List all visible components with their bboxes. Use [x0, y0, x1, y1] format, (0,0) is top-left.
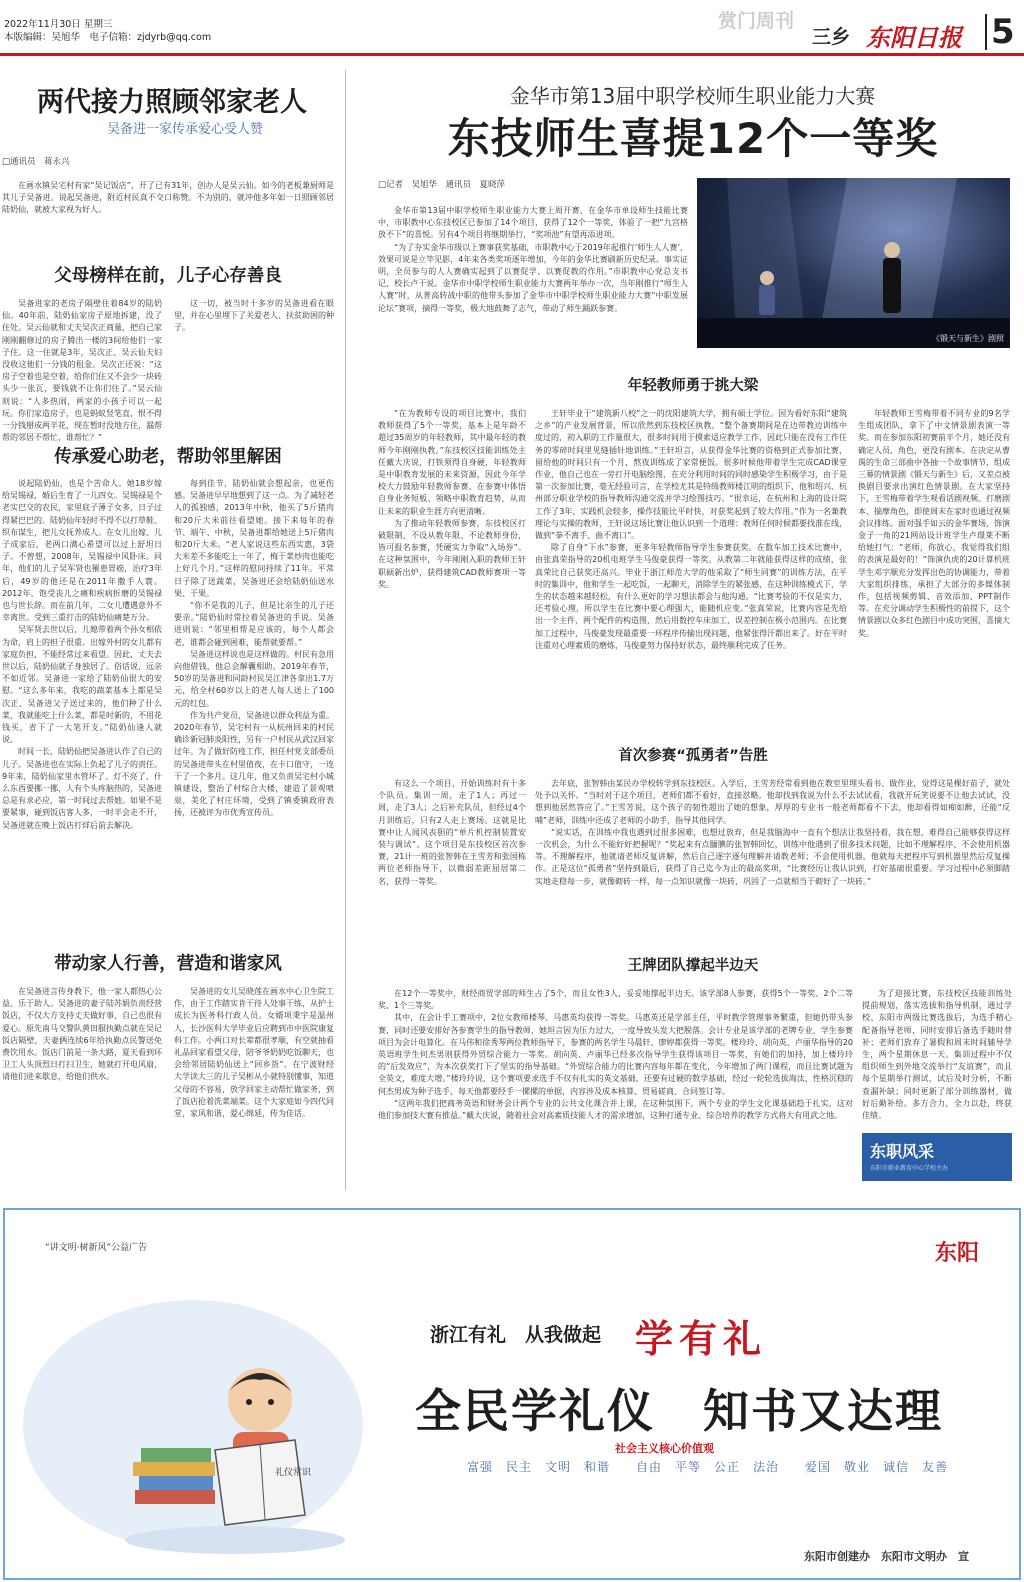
right-s3-cols [378, 988, 853, 1183]
left-sec2-p7: 作为共产党员，吴备进以群众利益为重。2020年春节，吴宅村有一从杭州回来的村民确诊新冠肺炎阳性，另有一户村民从武汉回家过年。为了做好防疫工作，担任村党支部委员的吴备进带头在村里值夜，在卡口值守，一连干了一个多月。这几年，他又负责吴宅村小城镇建设，整治了村综合大楼，建造了景观喷泉，美化了村庄环境，受到了镇委镇政府表扬，还被评为市优秀宣传员。 [174, 710, 334, 818]
ad-seal-logo: 东阳 [934, 1240, 979, 1266]
left-subhead-2: 传承爱心助老，帮助邻里解困 [54, 447, 282, 467]
right-kicker: 金华市第13届中职学校师生职业能力大赛 [509, 84, 876, 108]
culture-column-badge [862, 1133, 1012, 1181]
right-s1-col2 [535, 408, 847, 720]
right-s2-p1: 有这么一个项目，开始训练时有十多个队员。集训一周，走了1人；再过一周，走了3人；之后补充队员，但经过4个月训练后，只有2人走上赛场。这就是比赛中让人闻风丧胆的“单片机控制装置安装与调试”。这个项目是东技校区首次参赛，21计一班的张智韩在王雪芳和张国栋两位老师指导下，以微弱差距屈居第二名，获得一等奖。 [378, 779, 526, 886]
header-date-block [4, 18, 211, 44]
book-text: 礼仪常识 [275, 1468, 312, 1478]
left-sec2-p4: 每到佳节，陆奶仙就会想起亲，也更伤感。吴备进早早地想到了这一点。为了减轻老人的孤独感，2013年中秋，他买了5斤猪肉和20斤大米前往看望她。接下来每年的春节、端午、中秋，吴备进都给她送上5斤猪肉和20斤大米。“老人家说这些东西实惠，3袋大米差不多能吃上一年了，梅干菜炒肉也能吃上好几个月。”这样的慰问持续了11年。平常日子除了送蔬菜，吴备进还会给陆奶仙送水果、干果。 [174, 479, 334, 598]
left-sec2-p5: “你不是我的儿子，但是比亲生的儿子还要亲。”陆奶仙时常拉着吴备进的手说。吴备进则说：“邻里相帮是应该的，每个人都会老，谁都会碰到困难，能帮就要帮。” [174, 601, 334, 647]
left-sec2-col2 [174, 478, 334, 940]
ad-values-title: 社会主义核心价值观 [615, 1442, 714, 1455]
left-article-subtitle: 吴备进一家传承爱心受人赞 [106, 122, 263, 137]
weekly-brand: 赏门周刊 [718, 10, 795, 32]
left-sec3-col2 [174, 986, 334, 1182]
ad-footer: 东阳市创建办 东阳市文明办 宣 [804, 1550, 969, 1563]
public-service-ad [3, 1208, 1021, 1580]
left-sec3-p1: 在吴备进言传身教下，他一家人都热心公益、乐于助人。吴备进的妻子陆苏娟负责经营饭店，不仅大方支持丈夫做好事，自己也很有爱心。原先南马交警队黄田服执勤点就在吴记饭店隔壁，夫妻俩连续6年给执勤点民警送免费饮用水。饭店门前是一条大路，夏天看到环卫工人头顶烈日打扫卫生，她就打开电风扇，请他们进来歇息，给他们供水。 [2, 987, 162, 1082]
left-subhead-3: 带动家人行善，营造和谐家风 [54, 954, 282, 974]
right-intro-p2: “为了夯实金华市级以上赛事获奖基础，市职教中心于2019年起推行‘师生人人赛’，效果可说是立竿见影，4年来各类奖项逐年增加，今年的金华比赛刷新历史纪录。事实证明，全员参与的人人赛确实起到了以赛促学、以赛促教的作用。”市职教中心党总支书记、校长卢干说。金华市中职学校师生职业能力大赛两年举办一次，当年刚推行“师生人人赛”时，从普高转战中职的他带头参加了金华市中职学校师生职业能力大赛“中职发展论坛”赛项，摘得一等奖，极大地鼓舞了志气，带动了师生踊跃参赛。 [378, 242, 688, 313]
left-byline: □通讯员 蒋永兴 [2, 157, 70, 167]
right-subhead-2: 首次参赛“孤勇者”告胜 [618, 748, 768, 764]
left-sec1-col2 [174, 298, 334, 420]
right-s1-p2: 为了推动年轻教师参赛，东技校区打破限制，不设从教年限、不论教师身份，皆可报名参赛，凭硬实力争取“入场券”。在这种氛围中，今年刚刚入职的教师王轩职硕新出炉，获得建筑CAD教师赛项一等奖。 [378, 518, 526, 589]
page-number: 5 [985, 14, 1015, 50]
column-divider [345, 70, 346, 1190]
left-sec3-col1 [2, 986, 162, 1182]
culture-badge-sub: 东阳市职业教育中心学校主办 [870, 1165, 949, 1172]
left-sec2-p1: 说起陆奶仙，也是个苦命人。她18岁嫁给吴锡禄，婚后生育了一儿四女。吴锡禄是个老实巴交的农民，家里底子薄子女多，日子过得紧巴巴的。陆奶仙年轻时不得不以打草鞋、织布谋生，把儿女抚养成人。在女儿出嫁、儿子成家后，老两口满心希望可以过上舒坦日子。不曾想，2008年，吴锡禄中风卧床。同年，他们的儿子吴军贤也罹患胃癌，治疗3年后，49岁的他还是在2011年撒手人寰。2012年，饱受丧儿之痛和疾病折磨的吴锡禄也与世长辞。而在前几年，二女儿遭遇意外不幸离世。受到三重打击的陆奶仙痛楚万分。 [2, 479, 162, 623]
left-sec2-p2: 吴军贤去世以后，儿媳带着两个孙女相依为命，肩上的担子很重。出嫁外村的女儿都有家庭负担，不能经常过来看望。因此，丈夫去世以后，陆奶仙就子身独居了。俗话说，远亲不如近邻。吴备进一家给了陆奶仙很大的安慰。“这么多年来，我吃的蔬菜基本上都是吴次正、吴备进父子送过来的，他们种了什么菜，我就能吃上什么菜，都是时新的，不用花钱买，省下了一大笔开支。”陆奶仙逢人就说。 [2, 625, 162, 745]
section-name: 三乡 [812, 26, 851, 48]
right-intro-p1: 金华市第13届中职学校师生职业能力大赛上周开赛，在金华市单设师生技能比赛中，市职教中心东技校区已参加了14个项目，获得了12个一等奖，体验了一把“九宫格放不下”的喜悦。另有4个项目将继期举行，“奖项池”有望再添进项。 [378, 206, 688, 240]
left-article-title: 两代接力照顾邻家老人 [37, 87, 307, 118]
left-sec1-col1 [2, 298, 162, 443]
left-sec1-end: 这一切，被当时十多岁的吴备进看在眼里，并在心里埋下了关爱老人、扶贫助困的种子。 [174, 299, 334, 333]
left-intro-text: 在画水镇吴宅村有家“吴记饭店”，开了已有31年，创办人是吴云仙。如今的老板兼厨师是其儿子吴备进。说起吴备进，附近村民真不交口称赞。不为别的，就冲他多年如一日照顾邻居陆奶仙，就被大家视为好人。 [2, 181, 334, 215]
ad-values-list: 富强 民主 文明 和谐 自由 平等 公正 法治 爱国 敬业 诚信 友善 [467, 1460, 949, 1474]
ad-tag: “讲文明·树新风”公益广告 [45, 1243, 148, 1253]
ad-slogan: 浙江有礼 从我做起 [430, 1324, 602, 1346]
right-s2-col2 [535, 778, 1010, 938]
ad-main-headline: 全民学礼仪 知书又达理 [415, 1384, 943, 1438]
right-s2-p2: 去年底，张智韩由某民办学校转学到东技校区。入学后，王雪芳经常看到他在教室里埋头看书、做作业，觉得这是棵好苗子，就处处予以关怀。“当时对于这个项目，老师们都不看好，直接怼略。他却找到我说为什么不去试试看，我就开玩笑说要不让他去试试，没想到他居然答应了。”王雪芳说，这个孩子的韧性超出了她的想象，厚厚的专业书一般老师都看不下去，他却看得如痴如醉，还能“反哺”老师，训练中还成了老师的小助手，指导其他同学。 [535, 779, 1010, 825]
left-sec3-p2: 吴备进的女儿吴晓莲在画水中心卫生院工作，由于工作踏实肯干待人处事干练，从护士成长为医务科行政人员。女婿项秉宇是温州人，长沙医科大学毕业后应聘到市中医院康复科工作。小两口对长辈都很孝顺，有空就抽看礼品回家看望父母，陪爷爷奶奶吃饭聊天，也会给邻居陆奶仙送上“回乡货”。在宁波财经大学读大三的儿子吴彬从小就特别懂事，知道父母的不容易，放学回家主动帮忙做家务，到了饭店抢着洗菜端菜。这个大家庭如今四代同堂，家风和谐，爱心绵延，传为佳话。 [174, 987, 334, 1119]
page-header [0, 0, 1024, 56]
right-s1-p4: 除了自身“下水”参赛，更多年轻教师指导学生参赛获奖。在数车加工技术比赛中，由张真荣指导的20机电班学生马俊豪获得一等奖。从教第二年就能获得这样的成绩，张真荣比自己获奖还高兴。毕业于浙江师范大学的他采取了“师生同赛”的训练方法，在平时的集训中，他和学生一起吃饭，一起聊天，消除学生的紧张感，在这种训练模式下，学生的状态越来越轻松，有什么更好的学习想法都会与他沟通。“比赛考验的不仅是实力，还考验心理，所以学生在比赛中要心理强大，能随机应变。”张真荣说，比赛内容是先给出一个主件，两个配件的构造图，然后用数控车床加工，误差控制在极小范围内。在比赛加工过程中，马俊豪发现最重要一环程序传输出现问题，他紧张得汗都出来了。好在平时注重对心理素质的磨炼，马俊豪努力保持好状态，最终顺利完成了任务。 [535, 543, 847, 650]
right-s3-col4 [862, 988, 1012, 1128]
right-article-title: 东技师生喜提12个一等奖 [447, 114, 939, 163]
right-s2-p3: “说实话，在训练中我也遇到过很多困难，也想过放弃，但是我脑海中一直有个想法让我坚持着，我在想，难得自己能够获得这样一次机会，为什么不能好好把握呢？”奖起来有点腼腆的张智韩回忆，训练中他遇到了很多技术问题，比如不理解程序、不会使用机器等。不理解程序，他就请老师反复讲解，然后自己逐字逐句理解并请教老师；不会使用机器，他就每天把程序写到机器里然后反复操作。正是这位“孤勇者”坚持到最后，获得了自己迄今为止的最高奖项，“比赛经历让我认识到，打好基础很重要。学习过程中必须脚踏实地走稳每一步，就像砌砖一样，每一点知识就像一块砖，巩固了一点就相当于砌好了一块砖。” [535, 827, 1010, 886]
right-s1-col1 [378, 408, 526, 720]
left-sec2-p3: 时间一长，陆奶仙把吴备进认作了自己的儿子。吴备进也在实际上负起了儿子的责任。9年来，陆奶仙家里水管坏了、灯不亮了、什么东西要挪一挪，人有个头疼脑热的，吴备进总是有求必应，第一时间过去帮她。如果不是要紧事，碰到饭店客人多，一时半会走不开，吴备进就在晚上饭店打烊后前去解决。 [2, 747, 162, 830]
header-date: 2022年11月30日 星期三 [4, 19, 113, 30]
left-subhead-1: 父母榜样在前，儿子心存善良 [54, 266, 282, 286]
right-s1-p3: 王轩毕业于“建筑新八校”之一的沈阳建筑大学，拥有硕士学位。因为看好东阳“建筑之乡”的产业发展背景，所以欣然到东技校区执教，“整个备赛期间是在边带教边训练中度过的，初入职的工作量很大，很多时间用于摸索适应教学工作，因此只能在没有工作任务的零碎时间里见缝插针地训练。”王轩坦言，从获得金华比赛的资格到正式参加比赛，留给他的时间只有一个月，熬夜训练成了家常便饭。很多时候他带着学生完成CAD课堂作业，他自己也在一旁打开电脑绘图，在充分利用时间的同时感染学生积极学习，由于是第一次参加比赛，毫无经验可言，在学校尤其是特级教师楼江明的组织下，他和绍兴、杭州部分职业学校的指导教师沟通交流并学习绘图技巧。“很幸运，在杭州和上海的设计院工作了3年，实践机会较多，操作技能比平时快，对获奖起到了较大作用。”作为一名兼教理论与实操的教师，王轩说这场比赛让他认识到一个道理：教师任何时候都要找准在线，做到“拳不离手、曲不离口”。 [535, 409, 847, 541]
left-sec1-text: 吴备进家的老房子隔壁住着84岁的陆奶仙。40年前，陆奶仙家房子原地拆建，没了住处。吴云仙就和丈夫吴次正商量，把自己家刚刚翻修过的房子腾出一楼的3间给他们一家子住。这一住就是3年，吴次正、吴云仙夫妇没收这他们一分钱的租金。吴次正还说：“这房子空着也是空着，给你们住又不会少一块砖头少一张瓦，要钱就不让你们住了。”吴云仙则说：“人多热闹，两家的小孩子可以一起玩。你们家造房子，也是蚂蚁竖笔直，恨不得一分钱掰成两半花，现在暂时没地方住，漏帮帮的邻居不帮忙，谁帮忙？” [2, 299, 162, 443]
paper-logo: 东阳日报 [866, 23, 962, 52]
right-intro [378, 205, 688, 355]
stage-photo [697, 178, 1010, 348]
right-subhead-3: 王牌团队撑起半边天 [627, 958, 759, 974]
right-s3-p2: 其中，在会计手工赛项中，2位女教师楼琴、马惠英均获得一等奖。马惠英还是学部主任，平时教学管理事务繁重，但她仍带头参赛，同时还要安排好各参赛学生的指导教师，她坦言因为压力过大，一度导致头发大把脱落。会计专业是该学部的老牌专业，学生参赛项目为会计电算化。在马伟和徐秀琴两位教师指导下，参赛的两名学生马晨轩、廖婷都获得一等奖。楼玲玲、胡向英、卢丽华指导的20英语班学生何杰男则获得外贸综合能力一等奖。胡向英、卢丽华已经多次指导学生获得该项目一等奖，有她们的加持，加上楼玲玲的“后发效应”，为本次获奖打下了坚实的指导基础。“外贸综合能力的比赛内容每年都在变化，今年增加了两门课程，而且比赛试题为全英文，难度大增。”楼玲玲说，这个赛项要求选手不仅有扎实的英文基础，还要有过硬的数学基础，经过一轮轮选拔淘汰，性格沉稳的何杰男成为种子选手，每天他都要经手一摞摞的单据，内容涉及成本核算、贸易磋商、合同签订等。 [378, 1013, 853, 1096]
right-s2-col1 [378, 778, 526, 938]
left-intro [2, 180, 334, 230]
right-s3-p4: 为了迎接比赛，东技校区技能训练处提前规划，落实选拔和指导机制，通过学校、东阳市两级比赛选拔后，为选手精心配备指导老师，同时安排后备选手随时替补；老师们放弃了暑假和周末时间辅导学生，两个星期休息一天。集训过程中不仅组织师生到外地交流举行“友谊赛”，而且每个星期举行测试，试后及时分析，不断查漏补缺；同时更新了部分训练器材，做好后勤补给。多方合力，全力以赴，终获佳绩。 [862, 989, 1012, 1121]
left-sec2-p6: 吴备进这样说也是这样做的。村民有急用向他借钱，他总会解囊相助。2019年春节，50岁的吴备进和同龄村民吴江津各拿出1.7万元，给全村60岁以上的老人每人送上了100元的红包。 [174, 649, 334, 708]
right-subhead-1: 年轻教师勇于挑大梁 [627, 378, 759, 394]
right-s3-p3: “这两年我们把商务英语和财务会计两个专业的公共文化课合并上课，在这种氛围下，两个专业的学生文化课基础趋于扎实，这对他们参加技大赛有推益。”戴大庆说，随着社会对高素质技能人才的需求增加，这种打通专业、综合培养的教学方式将大有用武之地。 [378, 1098, 853, 1121]
photo-caption: 《锻天与新生》剧照 [932, 334, 1004, 343]
ad-art-title: 学有礼 [635, 1316, 768, 1361]
stage-photo-art [697, 178, 1010, 348]
right-s1-p1: “在为教师专设的项目比赛中，我们教师获得了5个一等奖，基本上是年龄不超过35周岁的年轻教师，其中最年轻的教师今年刚刚执教。”东技校区技能训练处主任戴大庆说，打铁须得自身硬，年轻教师是中职教育发展的未来资源，因此今年学校大力鼓励年轻教师参赛，在参赛中体悟自身业务短板、领略中职教育趋势，从而让未来的职业生涯方向更清晰。 [378, 409, 526, 516]
right-s1-col4 [858, 408, 1010, 720]
header-editor: 本版编辑：吴旭华 电子信箱：zjdyrb@qq.com [4, 32, 212, 43]
boy-reading-illustration [115, 1340, 355, 1560]
culture-badge-title: 东职风采 [870, 1142, 935, 1161]
right-byline: □记者 吴旭华 通讯员 夏晓萍 [378, 180, 506, 190]
right-s1-p5: 年轻教师王雪梅带着不同专业的9名学生组成团队，拿下了中文情景剧表演一等奖。而在参加东阳初赛前半个月，她还没有确定人员、角色，更没有剧本。在决定从曹禺的生命三部曲中各抽一个故事情节，组成三幕的情景剧《锻天与新生》后，又差点被换剧目要求出演红色情景剧。在大家坚持下，王雪梅带着学生观看话剧视频、打磨剧本、揣摩角色，即使周末在家时也通过视频会议排练。面对强手如云的金华赛场，饰演金子一角的21网站设计班学生卢璟莱不断给她打气：“老师，你放心，我觉得我们组的表演是最好的！”饰演仇虎的20计算机班学生邓宇顺充分发挥出色的协调能力，带着大家组织排练，承担了大部分的多媒体制作，包括视频剪辑、音效添加、PPT制作等。在充分调动学生积极性的前提下，这个情景剧以众多红色剧目中成功突围，喜摘大奖。 [858, 409, 1010, 638]
left-sec2-col1 [2, 478, 162, 940]
right-s3-p1: 在12个一等奖中，财经商贸学部的师生占了5个，而且女性3人，妥妥地撑起半边天。该学部8人参赛，获得5个一等奖、2个二等奖、1个三等奖。 [378, 989, 853, 1011]
